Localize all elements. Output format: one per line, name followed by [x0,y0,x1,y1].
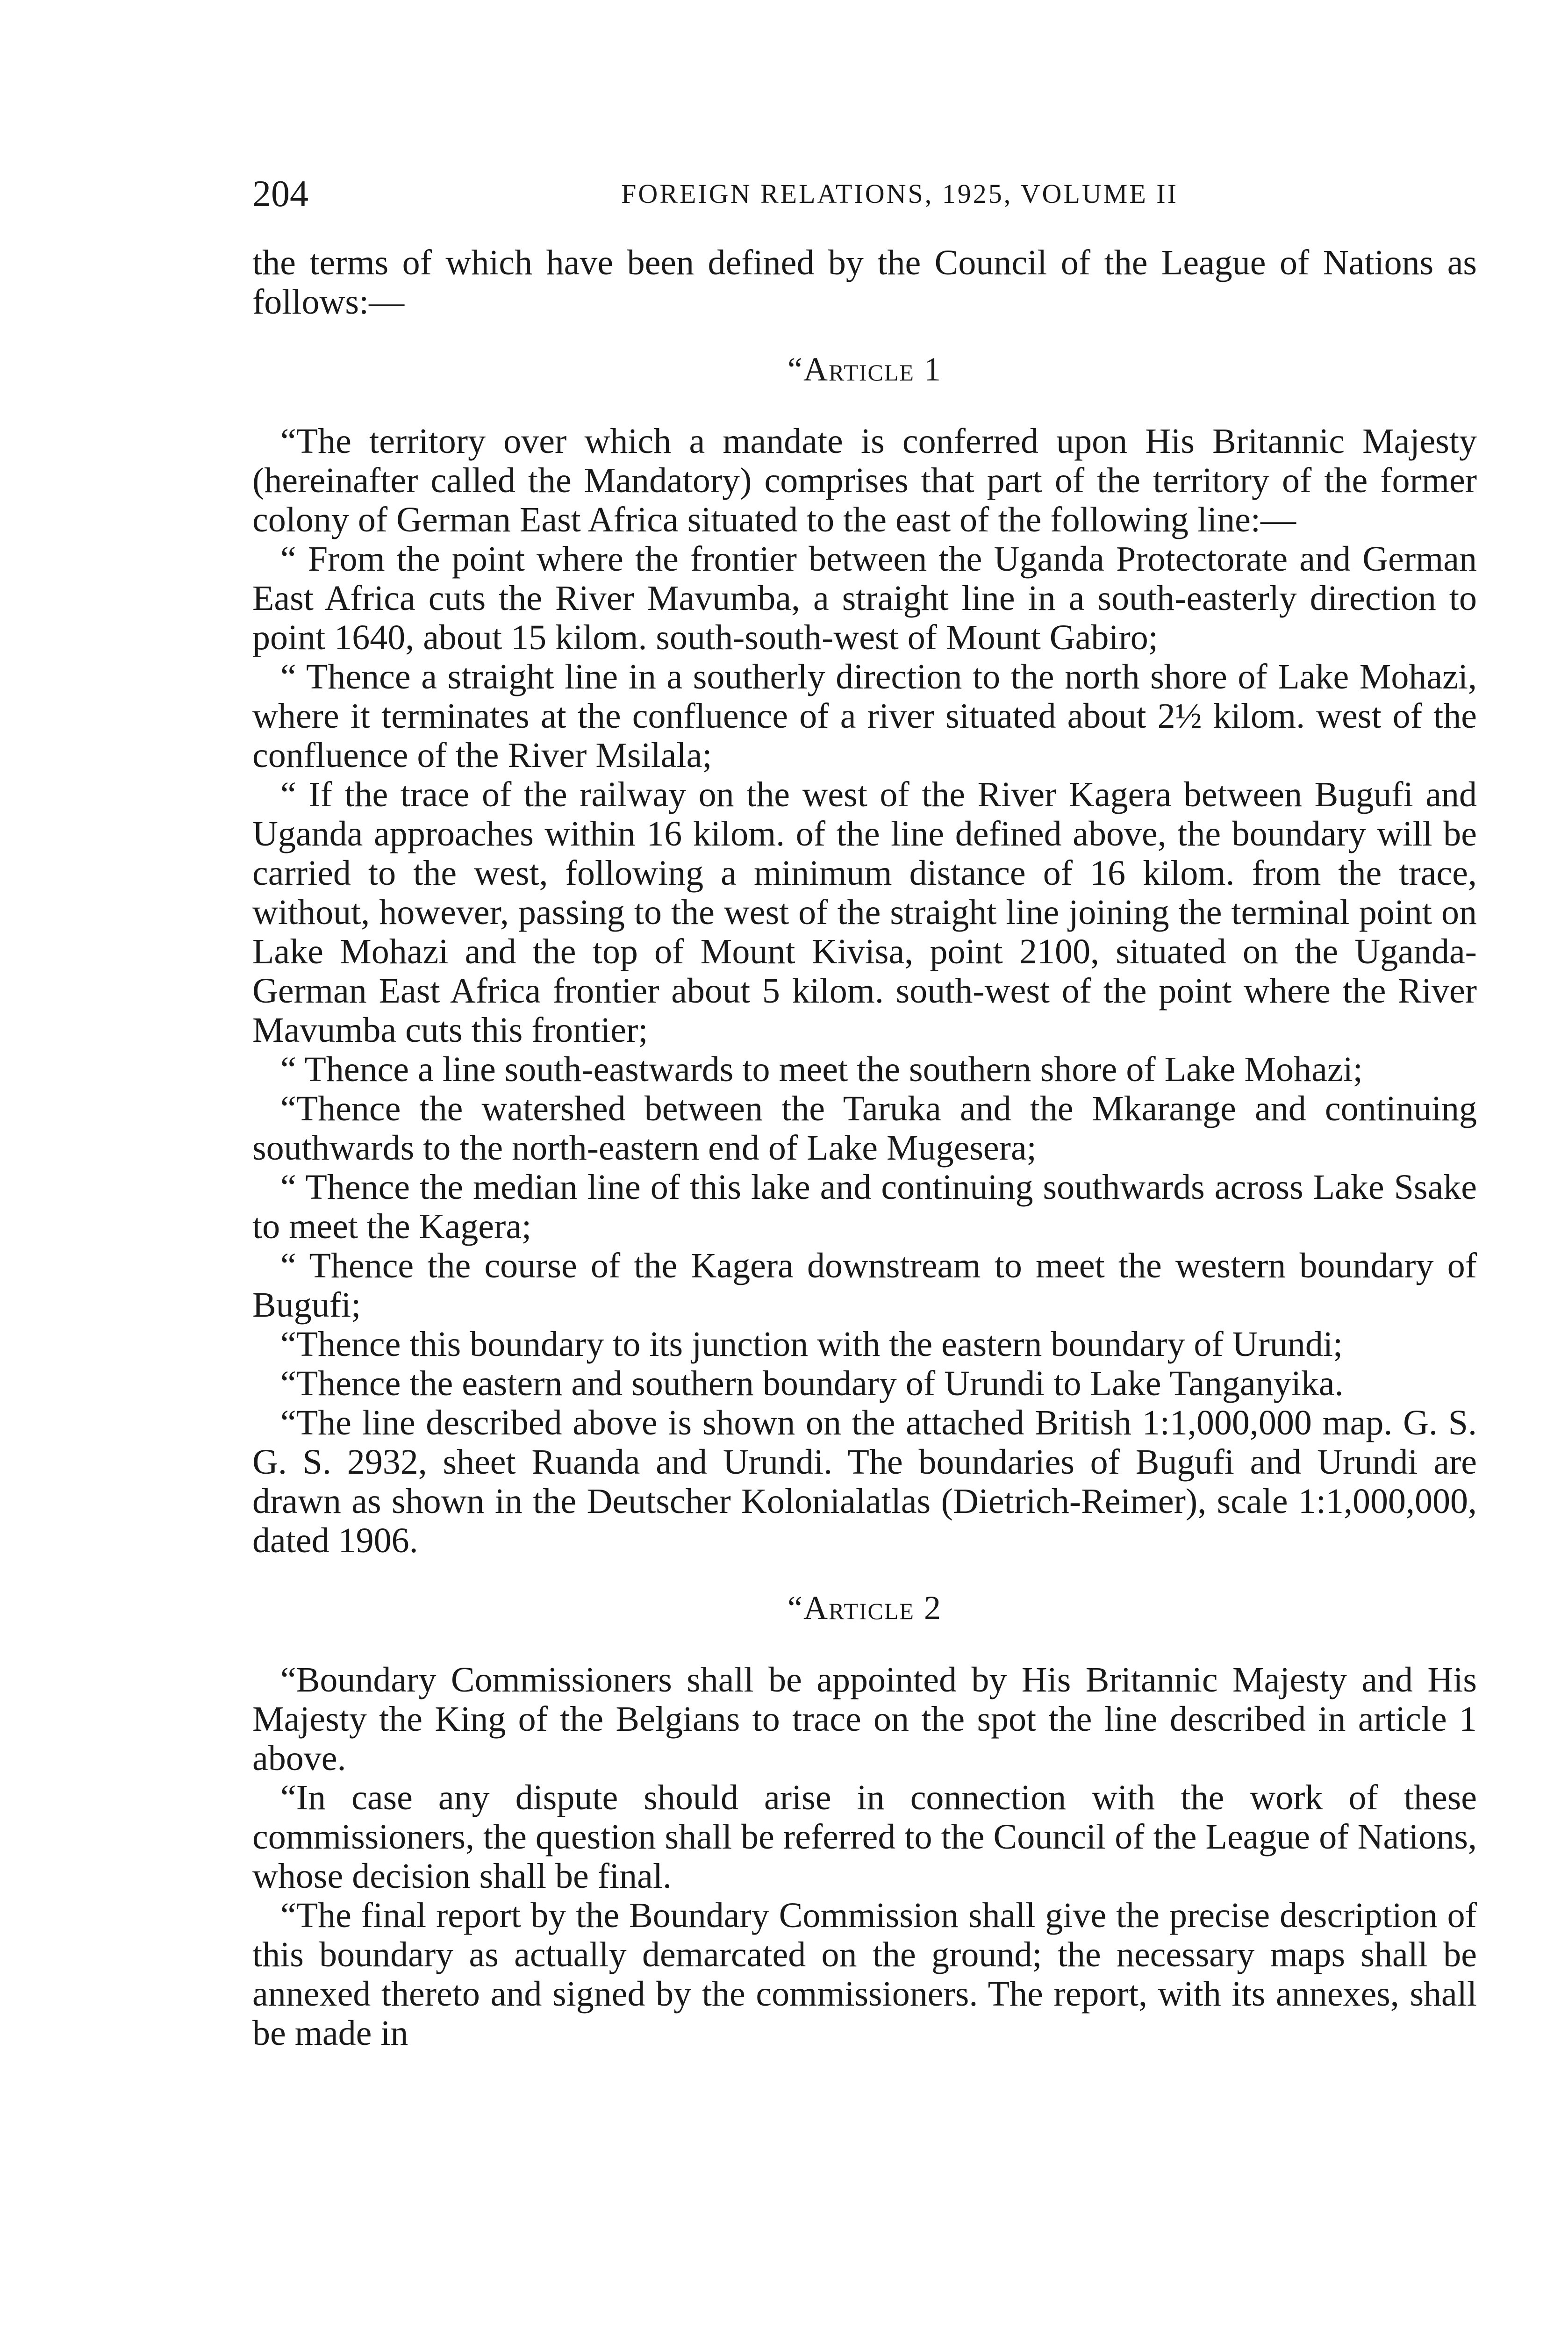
article-1-paragraph: “ Thence a straight line in a southerly direction to the north shore of Lake Mohazi, where it terminates at the confluence of a river situated about 2½ kilom. west of the confluence of the River Msilala; [252,657,1477,775]
article-2-paragraph: “In case any dispute should arise in connection with the work of these commissioners, the question shall be referred to the Council of the League of Nations, whose decision shall be final. [252,1778,1477,1896]
article-1-paragraph: “ From the point where the frontier between the Uganda Protectorate and German East Africa cuts the River Mavumba, a straight line in a south-easterly direction to point 1640, about 15 kilom. south-south-west of Mount Gabiro; [252,539,1477,657]
page-header [252,168,1477,220]
article-2-paragraph: “Boundary Commissioners shall be appointed by His Britannic Majesty and His Majesty the King of the Belgians to trace on the spot the line described in article 1 above. [252,1660,1477,1778]
article-1-paragraph: “Thence the watershed between the Taruka and the Mkarange and continuing southwards to the north-eastern end of Lake Mugesera; [252,1089,1477,1168]
article-1-paragraph: “ Thence the course of the Kagera downstream to meet the western boundary of Bugufi; [252,1246,1477,1325]
article-1-heading: “Article 1 [788,351,942,388]
running-head: FOREIGN RELATIONS, 1925, VOLUME II [621,179,1178,209]
article-1-paragraph: “The line described above is shown on the attached British 1:1,000,000 map. G. S. G. S. 2932, sheet Ruanda and Urundi. The boundaries of Bugufi and Urundi are drawn as shown in the Deutscher Kolonialatlas (Dietrich-Reimer), scale 1:1,000,000, dated 1906. [252,1403,1477,1560]
page-number: 204 [252,173,308,215]
article-1-paragraph: “ Thence the median line of this lake and continuing southwards across Lake Ssake to meet the Kagera; [252,1168,1477,1246]
article-1-paragraph: “Thence this boundary to its junction with the eastern boundary of Urundi; [280,1325,1343,1364]
article-1-paragraph: “The territory over which a mandate is conferred upon His Britannic Majesty (hereinafter called the Mandatory) comprises that part of the territory of the former colony of German East Africa situated to the east of the following line:— [252,422,1477,539]
article-2-heading: “Article 2 [788,1589,942,1627]
article-2-paragraph: “The final report by the Boundary Commission shall give the precise description of this boundary as actually demarcated on the ground; the necessary maps shall be annexed thereto and signed by the commissioners. The report, with its annexes, shall be made in [252,1896,1477,2053]
article-1-paragraph: “ If the trace of the railway on the west of the River Kagera between Bugufi and Uganda approaches within 16 kilom. of the line defined above, the boundary will be carried to the west, following a minimum distance of 16 kilom. from the trace, without, however, passing to the west of the straight line joining the terminal point on Lake Mohazi and the top of Mount Kivisa, point 2100, situated on the Uganda-German East Africa frontier about 5 kilom. south-west of the point where the River Mavumba cuts this frontier; [252,775,1477,1050]
page-body [252,243,1477,2053]
intro-paragraph: the terms of which have been defined by the Council of the League of Nations as follows:— [252,243,1477,322]
article-1-paragraph: “ Thence a line south-eastwards to meet the southern shore of Lake Mohazi; [280,1050,1363,1089]
article-1-paragraph: “Thence the eastern and southern boundary of Urundi to Lake Tanganyika. [280,1364,1344,1403]
